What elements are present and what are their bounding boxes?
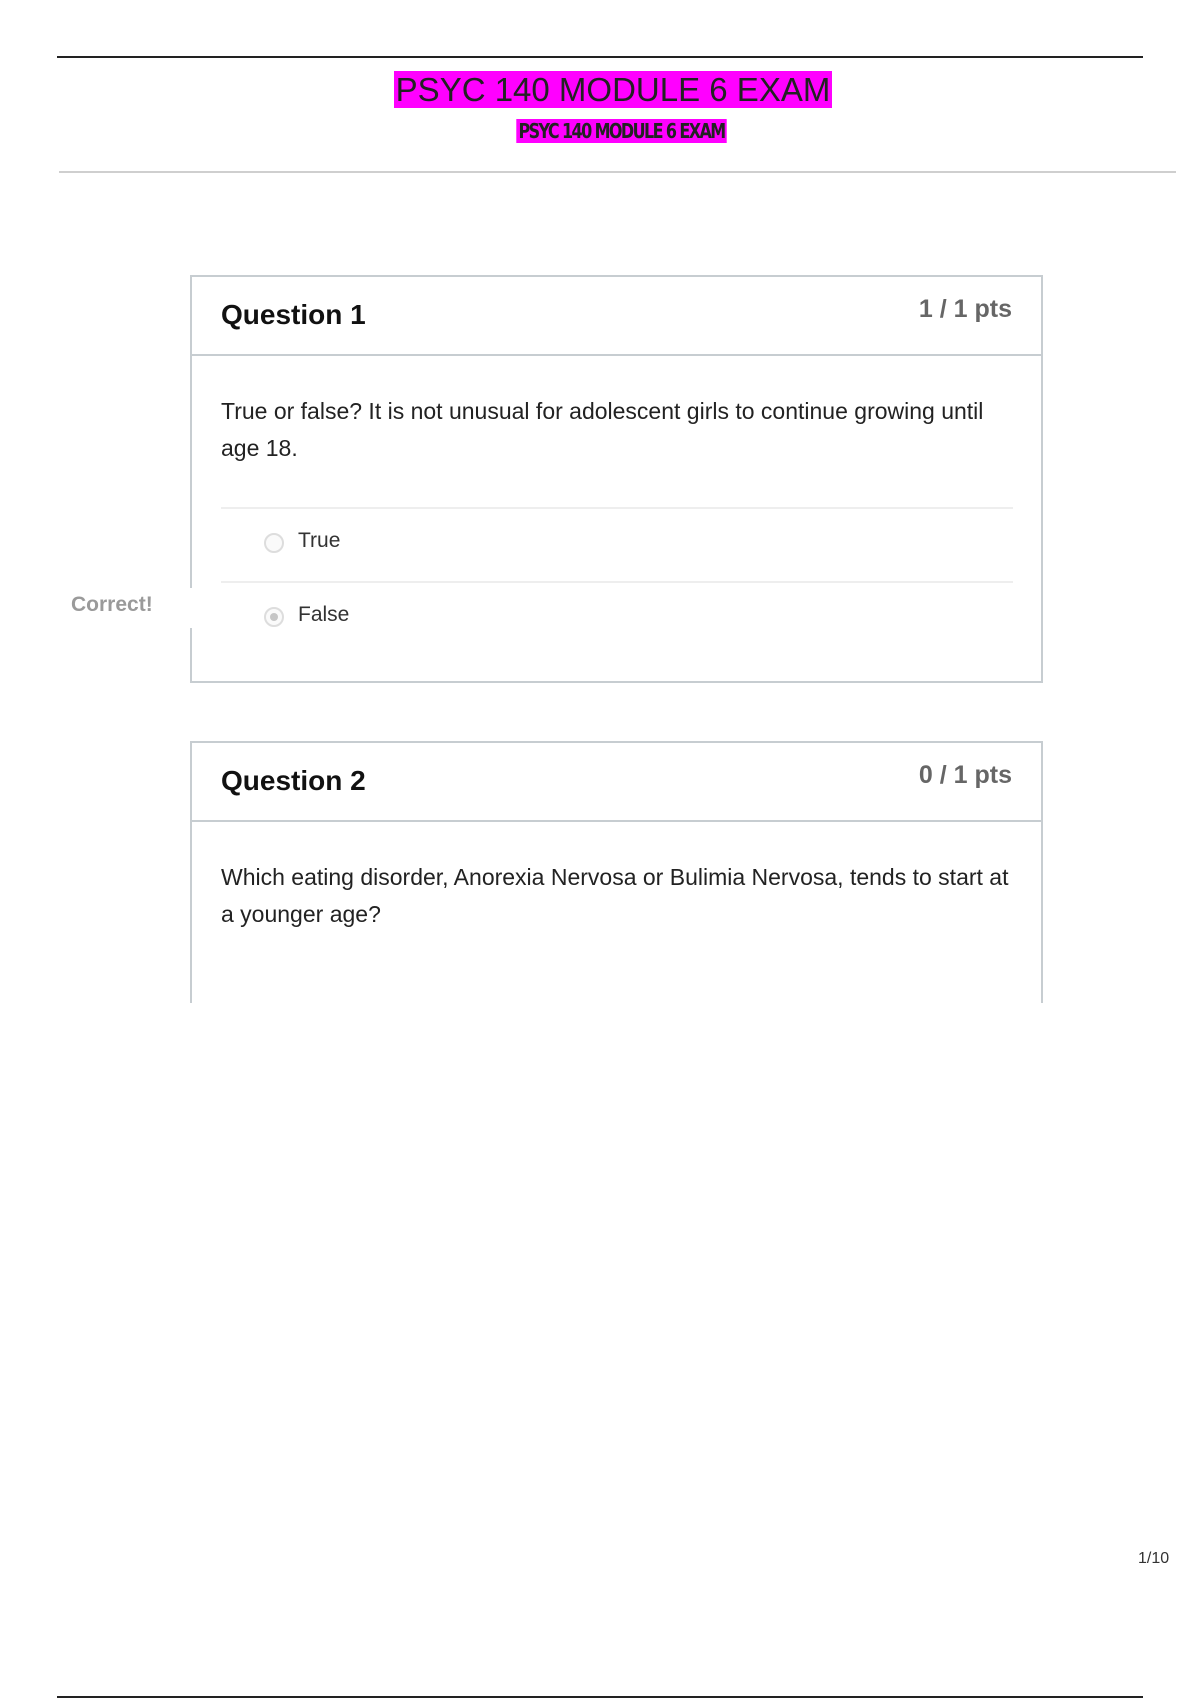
document-subtitle-text: PSYC 140 MODULE 6 EXAM: [516, 119, 727, 143]
document-title-text: PSYC 140 MODULE 6 EXAM: [395, 71, 831, 108]
correct-answer-label: Correct!: [71, 593, 153, 616]
question-text: True or false? It is not unusual for adolescent girls to continue growing until age 18.: [221, 398, 984, 461]
correct-marker-gap: [186, 588, 194, 628]
document-subtitle: [124, 118, 1118, 144]
question-points: 0 / 1 pts: [918, 761, 1012, 789]
question-card-2: [190, 741, 1043, 1003]
radio-button[interactable]: [264, 533, 284, 553]
header-divider: [59, 171, 1176, 173]
question-points: 1 / 1 pts: [918, 295, 1012, 323]
answer-option-false[interactable]: [221, 581, 1013, 655]
page-number: 1/10: [1138, 1550, 1170, 1567]
answer-list: [221, 507, 1013, 655]
bottom-rule: [57, 1696, 1143, 1698]
document-title: [0, 70, 1200, 109]
question-header: [192, 743, 1041, 822]
question-card-1: [190, 275, 1043, 683]
top-rule: [57, 56, 1143, 58]
answer-option-true[interactable]: [221, 507, 1013, 581]
question-title: Question 2: [221, 765, 366, 796]
answer-label: False: [298, 603, 350, 626]
question-header: [192, 277, 1041, 356]
question-title: Question 1: [221, 299, 366, 330]
radio-button-selected[interactable]: [264, 607, 284, 627]
answer-label: True: [298, 529, 341, 552]
question-text: Which eating disorder, Anorexia Nervosa or Bulimia Nervosa, tends to start at a younger age?: [221, 864, 1009, 927]
